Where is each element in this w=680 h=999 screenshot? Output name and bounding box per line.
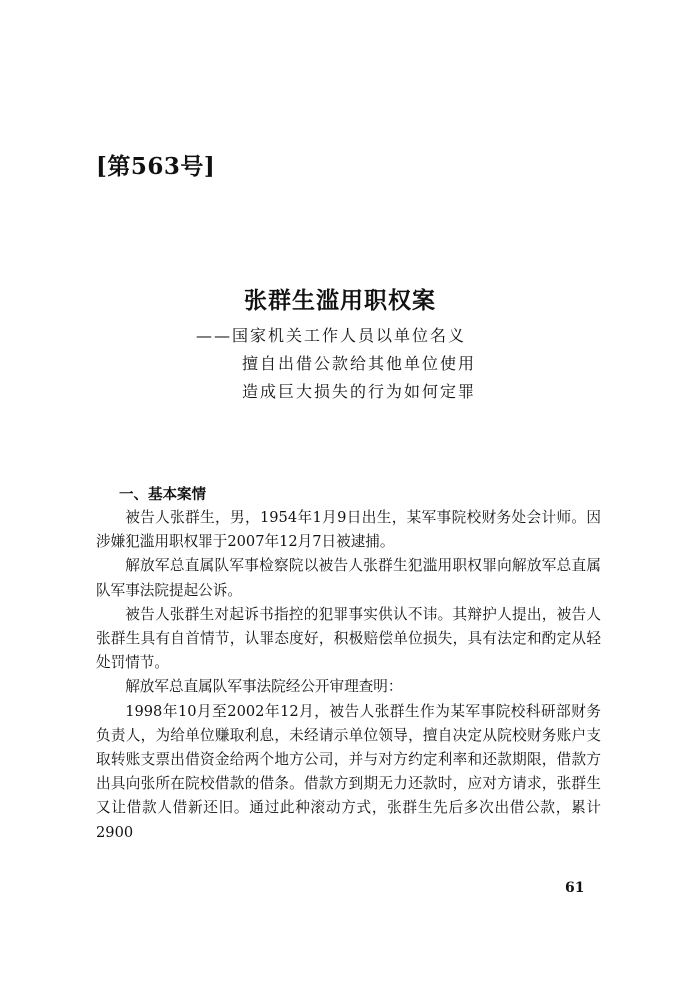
paragraph: 被告人张群生对起诉书指控的犯罪事实供认不讳。其辩护人提出，被告人张群生具有自首情节，认罪态度好，积极赔偿单位损失，具有法定和酌定从轻处罚情节。 bbox=[96, 605, 601, 672]
subtitle-line: 擅自出借公款给其他单位使用 bbox=[242, 354, 477, 373]
paragraph: 解放军总直属队军事检察院以被告人张群生犯滥用职权罪向解放军总直属队军事法院提起公诉。 bbox=[96, 557, 601, 599]
paragraph: 解放军总直属队军事法院经公开审理查明： bbox=[125, 678, 403, 696]
page-number: 61 bbox=[565, 880, 585, 896]
page-title: 张群生滥用职权案 bbox=[244, 287, 436, 314]
body-text bbox=[96, 506, 601, 845]
paragraph: 1998年10月至2002年12月，被告人张群生作为某军事院校科研部财务负责人，为给单位赚取利息，未经请示单位领导，擅自决定从院校财务账户支取转账支票出借资金给两个地方公司，并与对方约定利率和还款期限，借款方出具向张所在院校借款的借条。借款方到期无力还款时，应对方请求，张群生又让借款人借新还旧。通过此种滚动方式，张群生先后多次出借公款，累计2900 bbox=[96, 702, 601, 841]
subtitle-line: ——国家机关工作人员以单位名义 bbox=[196, 326, 467, 345]
subtitle-line: 造成巨大损失的行为如何定罪 bbox=[242, 382, 477, 401]
subtitle bbox=[196, 322, 476, 406]
case-number: [第563号] bbox=[96, 153, 216, 180]
paragraph: 被告人张群生，男，1954年1月9日出生，某军事院校财务处会计师。因涉嫌犯滥用职权罪于2007年12月7日被逮捕。 bbox=[96, 509, 601, 551]
section-heading: 一、基本案情 bbox=[119, 486, 206, 503]
